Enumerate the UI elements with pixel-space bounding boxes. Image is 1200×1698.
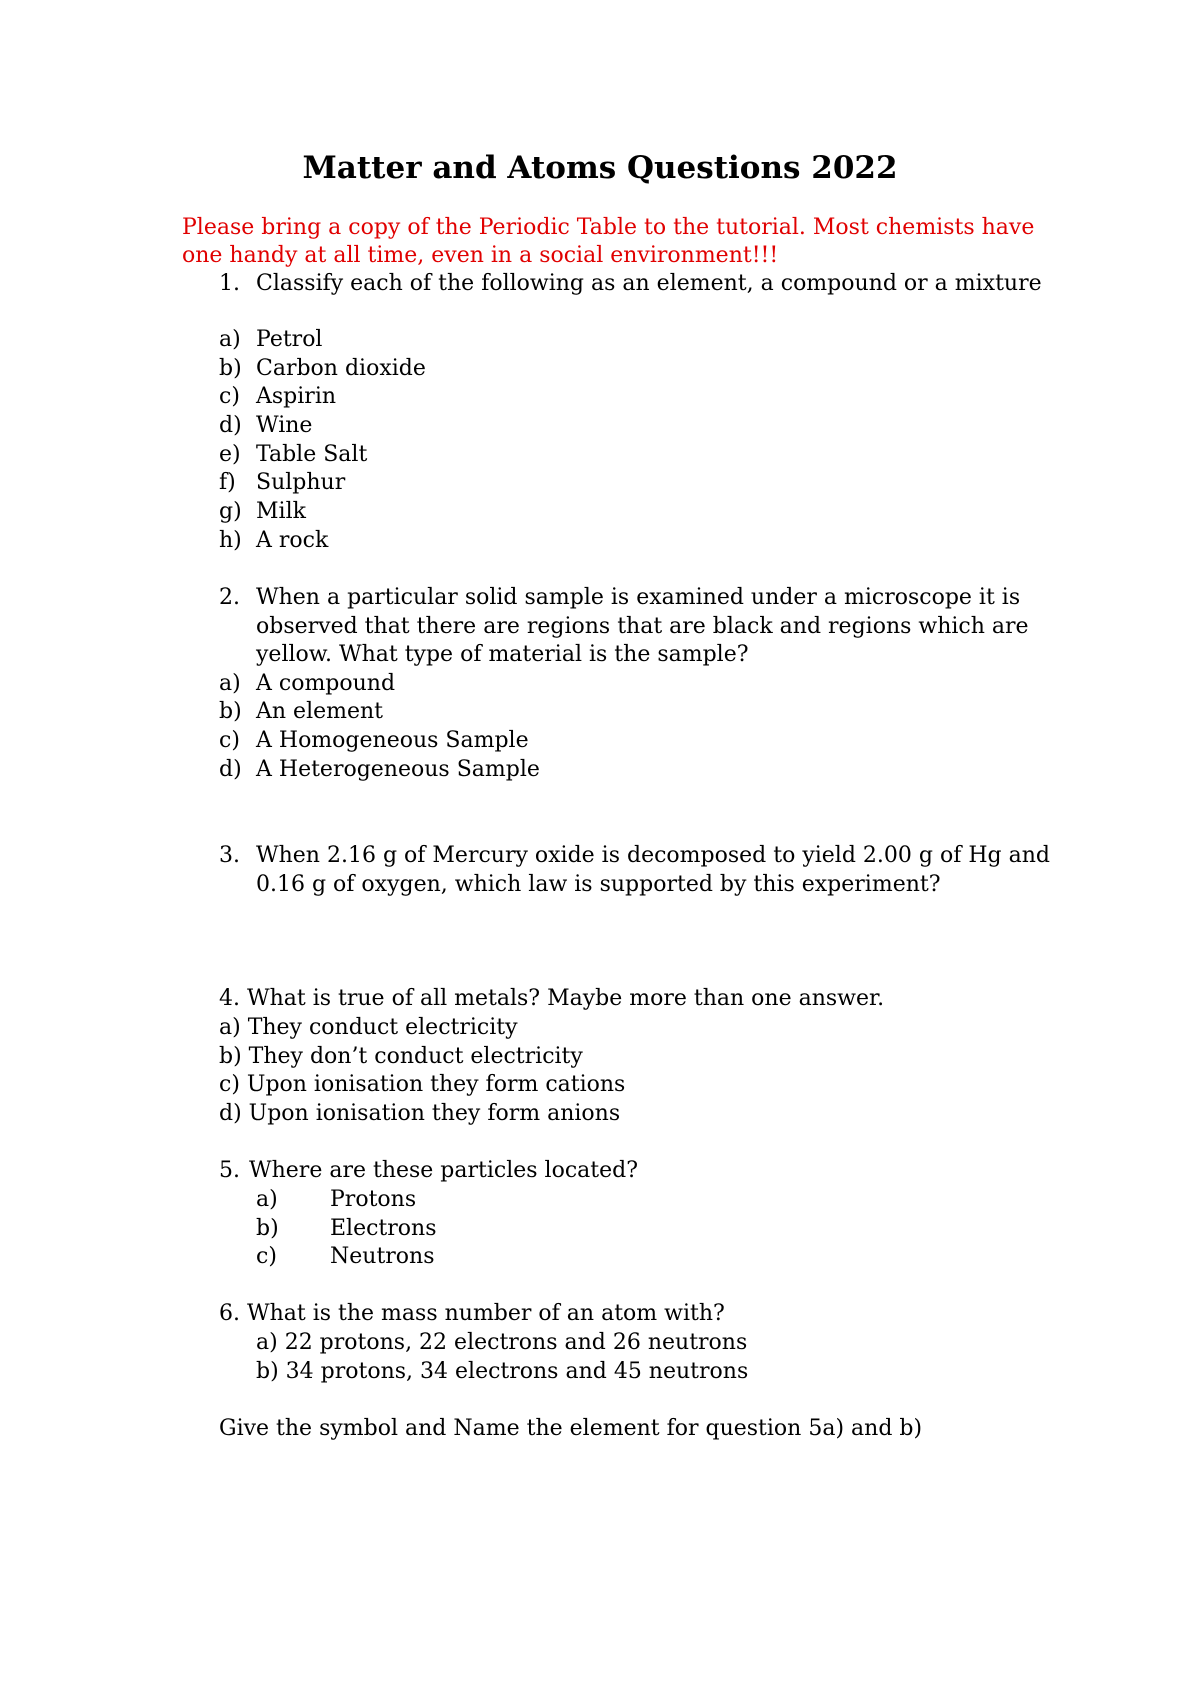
q1-option-text: Table Salt (256, 442, 368, 467)
q5-number: 5. (219, 1158, 240, 1183)
q5-option-text: Electrons (330, 1216, 437, 1241)
document-title: Matter and Atoms Questions 2022 (302, 150, 898, 186)
q2-text-line: yellow. What type of material is the sample? (256, 642, 749, 667)
q2-option-letter: c) (219, 728, 240, 753)
q2-option-text: A Heterogeneous Sample (256, 757, 540, 782)
q4-text: 4. What is true of all metals? Maybe more than one answer. (219, 986, 885, 1011)
q2-option-text: A Homogeneous Sample (256, 728, 529, 753)
q2-text-line: observed that there are regions that are black and regions which are (256, 614, 1029, 639)
q1-option-letter: c) (219, 384, 240, 409)
q1-option-text: Carbon dioxide (256, 356, 426, 381)
q2-text-line: When a particular solid sample is examined under a microscope it is (256, 585, 1021, 610)
q5-option-letter: a) (256, 1187, 278, 1212)
q1-option-text: Milk (256, 499, 306, 524)
q3-text-line: 0.16 g of oxygen, which law is supported by this experiment? (256, 872, 941, 897)
q2-number: 2. (219, 585, 240, 610)
periodic-table-notice: Please bring a copy of the Periodic Table to the tutorial. Most chemists have one handy at all time, even in a social environment!!! (182, 215, 1035, 268)
q2-option-letter: a) (219, 671, 241, 696)
follow-up-question: Give the symbol and Name the element for question 5a) and b) (219, 1416, 923, 1441)
q1-option-letter: d) (219, 413, 242, 438)
q5-text: Where are these particles located? (249, 1158, 639, 1183)
q4-option: b) They don’t conduct electricity (219, 1044, 583, 1069)
q1-option-text: A rock (256, 528, 329, 553)
q2-option-letter: d) (219, 757, 242, 782)
q1-option-letter: h) (219, 528, 242, 553)
q1-option-text: Wine (256, 413, 313, 438)
q2-option-letter: b) (219, 699, 242, 724)
q6-option: a) 22 protons, 22 electrons and 26 neutrons (256, 1330, 748, 1355)
q1-option-letter: g) (219, 499, 242, 524)
q2-option-text: An element (256, 699, 384, 724)
q1-number: 1. (219, 271, 240, 296)
q4-option: a) They conduct electricity (219, 1015, 518, 1040)
q1-option-letter: a) (219, 327, 241, 352)
q6-text: 6. What is the mass number of an atom with? (219, 1301, 725, 1326)
q1-option-text: Aspirin (256, 384, 337, 409)
q4-option: c) Upon ionisation they form cations (219, 1072, 626, 1097)
q5-option-text: Protons (330, 1187, 417, 1212)
q5-option-text: Neutrons (330, 1244, 435, 1269)
q1-option-letter: b) (219, 356, 242, 381)
q1-option-text: Petrol (256, 327, 323, 352)
q1-text: Classify each of the following as an element, a compound or a mixture (256, 271, 1042, 296)
q5-option-letter: b) (256, 1216, 279, 1241)
q4-option: d) Upon ionisation they form anions (219, 1101, 621, 1126)
q5-option-letter: c) (256, 1244, 277, 1269)
q6-option: b) 34 protons, 34 electrons and 45 neutrons (256, 1359, 749, 1384)
q1-option-letter: e) (219, 442, 241, 467)
q3-number: 3. (219, 843, 240, 868)
q3-text-line: When 2.16 g of Mercury oxide is decomposed to yield 2.00 g of Hg and (256, 843, 1050, 868)
q1-option-text: Sulphur (256, 470, 346, 495)
q2-option-text: A compound (256, 671, 396, 696)
q1-option-letter: f) (219, 470, 236, 495)
